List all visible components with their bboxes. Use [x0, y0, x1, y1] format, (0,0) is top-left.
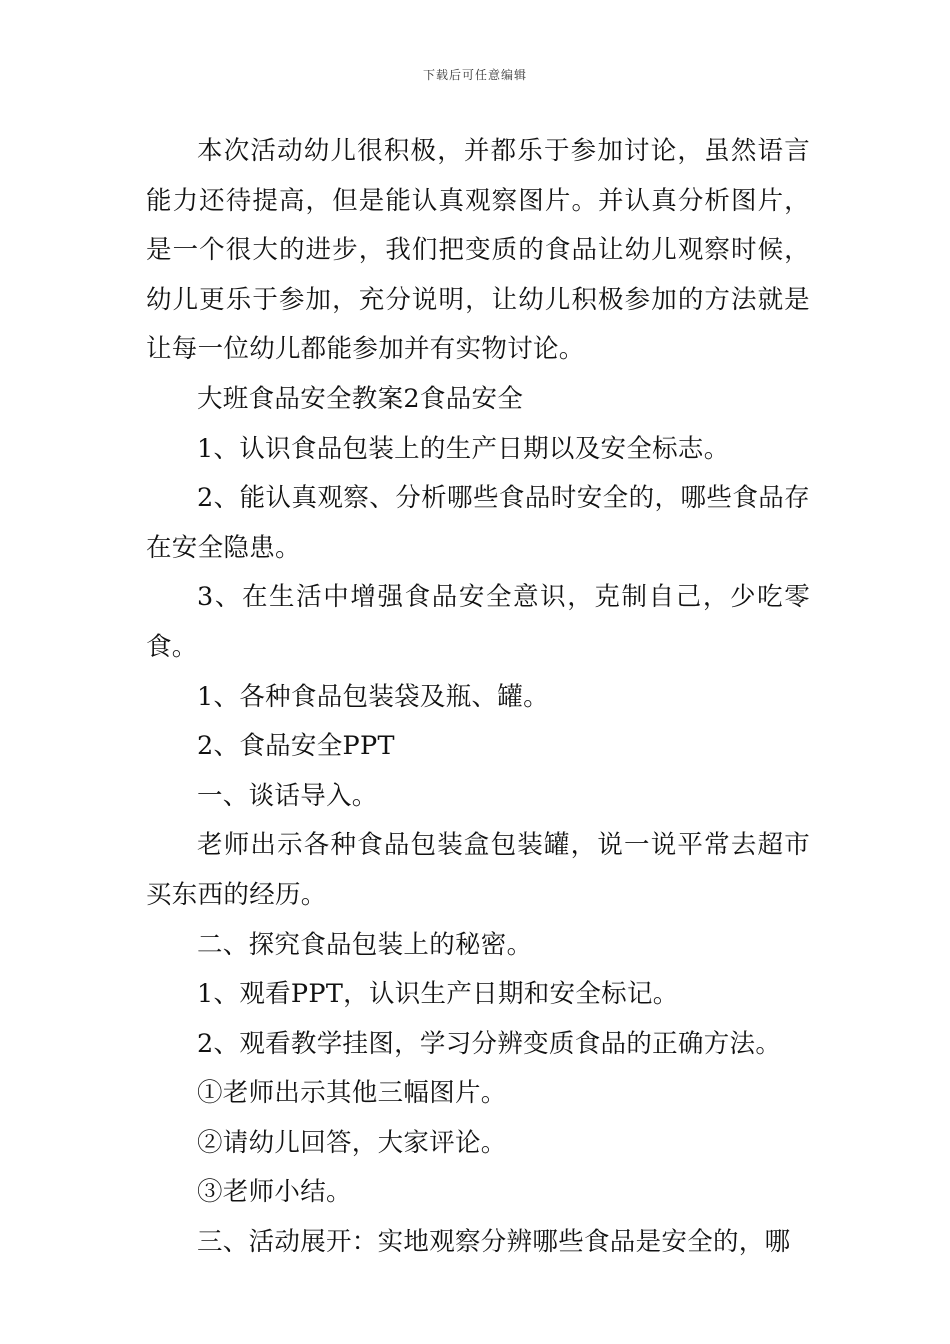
- paragraph-section-3-heading: 三、活动展开：实地观察分辨哪些食品是安全的，哪: [197, 1227, 791, 1258]
- paragraph-goal-3: 3、在生活中增强食品安全意识，克制自己，少吃零食。: [146, 582, 810, 662]
- paragraph-goal-1: 1、认识食品包装上的生产日期以及安全标志。: [197, 433, 730, 464]
- paragraph-activity-reflection: 本次活动幼儿很积极，并都乐于参加讨论，虽然语言能力还待提高，但是能认真观察图片。并认真分析图片，是一个很大的进步，我们把变质的食品让幼儿观察时候，幼儿更乐于参加，充分说明，让幼儿积极参加的方法就是让每一位幼儿都能参加并有实物讨论。: [146, 136, 810, 365]
- paragraph-material-1: 1、各种食品包装袋及瓶、罐。: [197, 681, 549, 712]
- paragraph-substep-3: ③老师小结。: [197, 1177, 352, 1208]
- document-body: [146, 127, 810, 1268]
- paragraph-section-1-body: 老师出示各种食品包装盒包装罐，说一说平常去超市买东西的经历。: [146, 830, 810, 910]
- paragraph-material-2: 2、食品安全PPT: [197, 731, 395, 762]
- paragraph-step-2: 2、观看教学挂图，学习分辨变质食品的正确方法。: [197, 1028, 782, 1059]
- paragraph-lesson-title: 大班食品安全教案2食品安全: [197, 383, 524, 414]
- header-note: 下载后可任意编辑: [422, 68, 527, 82]
- paragraph-substep-2: ②请幼儿回答，大家评论。: [197, 1127, 507, 1158]
- paragraph-substep-1: ①老师出示其他三幅图片。: [197, 1078, 507, 1109]
- paragraph-section-1-heading: 一、谈话导入。: [197, 780, 378, 811]
- paragraph-section-2-heading: 二、探究食品包装上的秘密。: [197, 929, 533, 960]
- paragraph-goal-2: 2、能认真观察、分析哪些食品时安全的，哪些食品存在安全隐患。: [146, 483, 810, 563]
- paragraph-step-1: 1、观看PPT，认识生产日期和安全标记。: [197, 979, 679, 1010]
